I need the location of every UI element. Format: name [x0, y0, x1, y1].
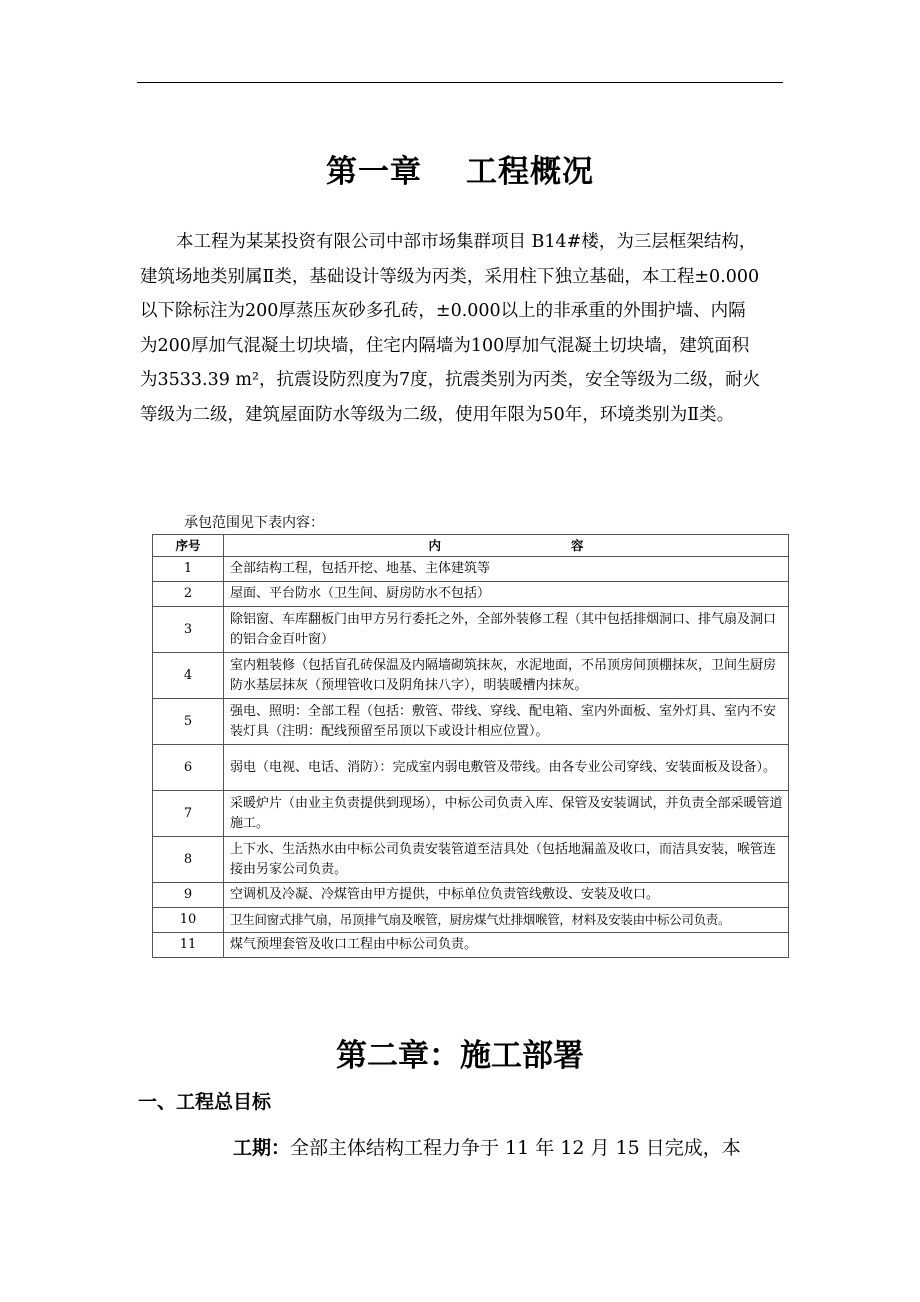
table-row: [153, 791, 789, 837]
table-row: [153, 653, 789, 699]
row-content: 屋面、平台防水（卫生间、厨房防水不包括）: [224, 582, 789, 607]
intro-line: 以下除标注为200厚蒸压灰砂多孔砖，±0.000以上的非承重的外围护墙、内隔: [140, 301, 746, 321]
row-no: 6: [153, 745, 224, 791]
scope-table: [152, 534, 789, 958]
table-row: [153, 908, 789, 933]
chapter2-title: 第二章：施工部署: [336, 1038, 584, 1074]
row-no: 2: [153, 582, 224, 607]
table-row: [153, 883, 789, 908]
row-no: 4: [153, 653, 224, 699]
chapter1-number: 第一章: [326, 154, 422, 190]
table-row: [153, 607, 789, 653]
row-content: 弱电（电视、电话、消防）：完成室内弱电敷管及带线。由各专业公司穿线、安装面板及设备）。: [224, 745, 789, 791]
row-no: 5: [153, 699, 224, 745]
intro-line: 为200厚加气混凝土切块墙，住宅内隔墙为100厚加气混凝土切块墙，建筑面积: [140, 335, 750, 356]
period-label: 工期：: [233, 1137, 291, 1159]
row-content: 强电、照明：全部工程（包括：敷管、带线、穿线、配电箱、室内外面板、室外灯具、室内不安装灯具（注明：配线预留至吊顶以下或设计相应位置）。: [224, 699, 789, 745]
intro-line: 本工程为某某投资有限公司中部市场集群项目 B14#楼，为三层框架结构，: [176, 232, 757, 252]
intro-line: 为3533.39 m²，抗震设防烈度为7度，抗震类别为丙类，安全等级为二级，耐火: [140, 370, 761, 390]
row-content: 空调机及冷凝、冷煤管由甲方提供，中标单位负责管线敷设、安装及收口。: [224, 883, 789, 908]
intro-line: 建筑场地类别属Ⅱ类，基础设计等级为丙类，采用柱下独立基础，本工程±0.000: [140, 266, 760, 287]
row-content: 全部结构工程，包括开挖、地基、主体建筑等: [224, 557, 789, 582]
row-no: 8: [153, 837, 224, 883]
row-content: 卫生间窗式排气扇，吊顶排气扇及喉管，厨房煤气灶排烟喉管，材料及安装由中标公司负责。: [224, 908, 789, 933]
chapter1-title: [0, 146, 920, 191]
header-content-char2: 容: [571, 538, 584, 553]
table-row: [153, 699, 789, 745]
row-no: 11: [153, 933, 224, 958]
row-content: 除铝窗、车库翻板门由甲方另行委托之外，全部外装修工程（其中包括排烟洞口、排气扇及洞口的铝合金百叶窗）: [224, 607, 789, 653]
header-no: 序号: [153, 535, 224, 557]
header-content-char1: 内: [428, 538, 441, 553]
row-no: 9: [153, 883, 224, 908]
header-rule: [137, 82, 783, 83]
chapter1-name: 工程概况: [466, 154, 594, 190]
table-row: [153, 837, 789, 883]
row-no: 3: [153, 607, 224, 653]
intro-line: 等级为二级，建筑屋面防水等级为二级，使用年限为50年，环境类别为Ⅱ类。: [140, 404, 735, 425]
row-no: 10: [153, 908, 224, 933]
row-no: 7: [153, 791, 224, 837]
table-caption: 承包范围见下表内容：: [184, 515, 324, 531]
header-content: [224, 535, 789, 557]
construction-period: [233, 1133, 741, 1160]
row-no: 1: [153, 557, 224, 582]
period-text: 全部主体结构工程力争于 11 年 12 月 15 日完成，本: [290, 1137, 741, 1159]
table-row: [153, 582, 789, 607]
row-content: 采暖炉片（由业主负责提供到现场），中标公司负责入库、保管及安装调试，并负责全部采暖管道施工。: [224, 791, 789, 837]
row-content: 室内粗装修（包括盲孔砖保温及内隔墙砌筑抹灰，水泥地面，不吊顶房间顶棚抹灰，卫间生厨房防水基层抹灰（预埋管收口及阴角抹八字），明装暖槽内抹灰。: [224, 653, 789, 699]
row-content: 煤气预埋套管及收口工程由中标公司负责。: [224, 933, 789, 958]
table-row: [153, 745, 789, 791]
table-row: [153, 933, 789, 958]
table-header-row: [153, 535, 789, 557]
intro-paragraph: [140, 225, 780, 432]
section1-title: 一、工程总目标: [138, 1091, 272, 1113]
row-content: 上下水、生活热水由中标公司负责安装管道至洁具处（包括地漏盖及收口，而洁具安装，喉管连接由另家公司负责。: [224, 837, 789, 883]
table-row: [153, 557, 789, 582]
